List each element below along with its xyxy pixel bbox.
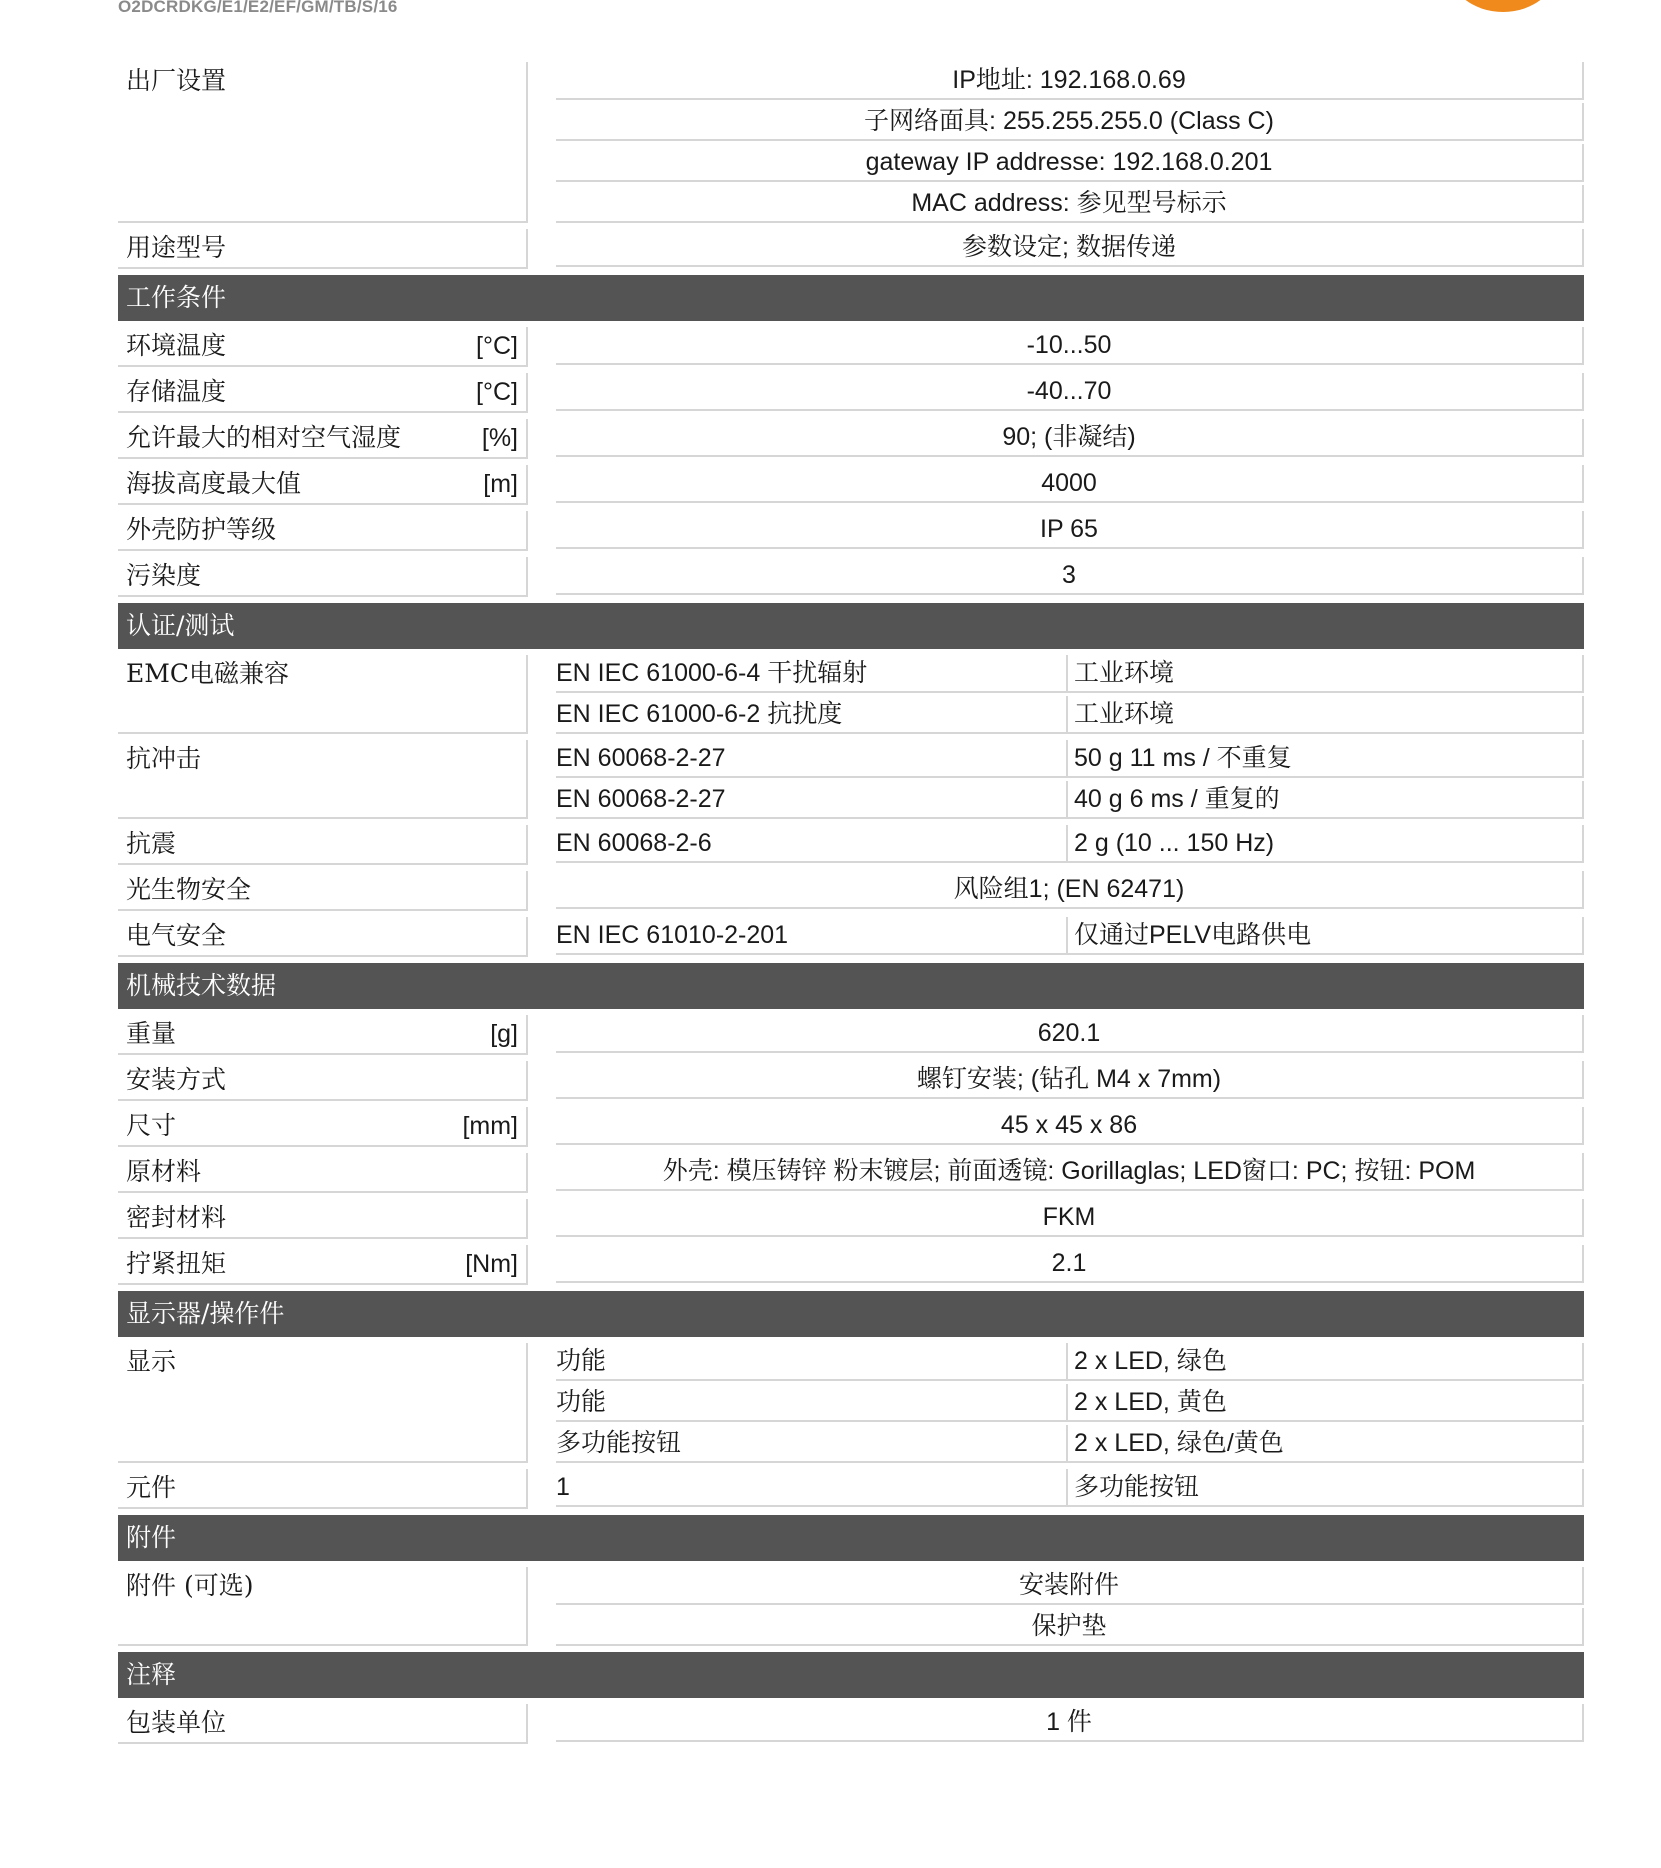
spec-label-cell: [118, 465, 528, 505]
spec-label: 环境温度: [126, 331, 227, 360]
spec-label-cell: [118, 373, 528, 413]
spec-values: [556, 465, 1584, 505]
spec-row: [118, 465, 1584, 505]
spec-values: [556, 327, 1584, 367]
spec-row: [118, 327, 1584, 367]
spec-label: 密封材料: [126, 1203, 227, 1232]
spec-unit: [mm]: [462, 1112, 518, 1140]
spec-row: [118, 419, 1584, 459]
spec-label-cell: [118, 1153, 528, 1193]
spec-values: [556, 229, 1584, 269]
spec-value-pair: [556, 1343, 1584, 1381]
spec-value-secondary: 2 x LED, 绿色/黄色: [1068, 1425, 1584, 1463]
spec-label-cell: [118, 327, 528, 367]
spec-row: [118, 740, 1584, 819]
spec-label: 显示: [126, 1347, 177, 1376]
spec-value-primary: EN 60068-2-27: [556, 781, 1068, 819]
spec-label: 拧紧扭矩: [126, 1249, 227, 1278]
spec-row: [118, 825, 1584, 865]
spec-values: [556, 871, 1584, 911]
spec-label: 污染度: [126, 561, 202, 590]
spec-row: [118, 1469, 1584, 1509]
spec-value-primary: 功能: [556, 1384, 1068, 1422]
spec-label-cell: [118, 1704, 528, 1744]
spec-label: 海拔高度最大值: [126, 469, 302, 498]
section-header: 注释: [118, 1652, 1584, 1698]
spec-value-pair: [556, 1425, 1584, 1463]
spec-values: [556, 1343, 1584, 1463]
spec-value: IP 65: [556, 511, 1584, 549]
spec-label-cell: [118, 1469, 528, 1509]
spec-label: 存储温度: [126, 377, 227, 406]
spec-value-secondary: 仅通过PELV电路供电: [1068, 917, 1584, 955]
spec-label: 抗震: [126, 829, 177, 858]
spec-values: [556, 1567, 1584, 1646]
spec-row: [118, 1343, 1584, 1463]
spec-row: [118, 373, 1584, 413]
spec-values: [556, 419, 1584, 459]
spec-value-pair: [556, 1384, 1584, 1422]
spec-row: [118, 1704, 1584, 1744]
spec-value-pair: [556, 917, 1584, 955]
spec-value: 3: [556, 557, 1584, 595]
spec-value-primary: EN IEC 61000-6-2 抗扰度: [556, 696, 1068, 734]
spec-value: IP地址: 192.168.0.69: [556, 62, 1584, 100]
spec-value: 90; (非凝结): [556, 419, 1584, 457]
spec-row: [118, 917, 1584, 957]
spec-label: 原材料: [126, 1157, 202, 1186]
spec-row: [118, 1567, 1584, 1646]
spec-label-cell: [118, 1245, 528, 1285]
spec-values: [556, 511, 1584, 551]
spec-value-pair: [556, 696, 1584, 734]
spec-value: -40...70: [556, 373, 1584, 411]
spec-label-cell: [118, 62, 528, 223]
spec-label-cell: [118, 1567, 528, 1646]
spec-label-cell: [118, 557, 528, 597]
spec-values: [556, 1015, 1584, 1055]
spec-label: 外壳防护等级: [126, 515, 277, 544]
spec-unit: [m]: [483, 470, 518, 498]
spec-label-cell: [118, 511, 528, 551]
document-code: O2DCRDKG/E1/E2/EF/GM/TB/S/16: [118, 0, 398, 16]
spec-values: [556, 1107, 1584, 1147]
spec-value: 1 件: [556, 1704, 1584, 1742]
spec-label-cell: [118, 740, 528, 819]
spec-label-cell: [118, 1015, 528, 1055]
spec-row: [118, 1153, 1584, 1193]
section-header: 显示器/操作件: [118, 1291, 1584, 1337]
spec-label: 尺寸: [126, 1111, 177, 1140]
spec-label: 安装方式: [126, 1065, 227, 1094]
spec-value-secondary: 工业环境: [1068, 655, 1584, 693]
spec-label: 抗冲击: [126, 744, 202, 773]
spec-table: [118, 62, 1584, 1750]
spec-value: 保护垫: [556, 1608, 1584, 1646]
spec-value: MAC address: 参见型号标示: [556, 185, 1584, 223]
spec-values: [556, 1469, 1584, 1509]
spec-label: 用途型号: [126, 233, 227, 262]
section-header: 工作条件: [118, 275, 1584, 321]
spec-values: [556, 1153, 1584, 1193]
spec-label: 出厂设置: [126, 66, 227, 95]
spec-label-cell: [118, 419, 528, 459]
spec-label-cell: [118, 1199, 528, 1239]
spec-value: 620.1: [556, 1015, 1584, 1053]
spec-values: [556, 62, 1584, 223]
spec-value-secondary: 40 g 6 ms / 重复的: [1068, 781, 1584, 819]
spec-values: [556, 655, 1584, 734]
spec-value: FKM: [556, 1199, 1584, 1237]
spec-values: [556, 740, 1584, 819]
spec-label: 附件 (可选): [126, 1571, 254, 1600]
spec-row: [118, 871, 1584, 911]
spec-label-cell: [118, 1107, 528, 1147]
spec-unit: [°C]: [476, 378, 518, 406]
brand-logo: [1448, 0, 1558, 12]
spec-label-cell: [118, 917, 528, 957]
spec-value: gateway IP addresse: 192.168.0.201: [556, 144, 1584, 182]
spec-label: 光生物安全: [126, 875, 252, 904]
spec-label-cell: [118, 229, 528, 269]
spec-value-primary: 多功能按钮: [556, 1425, 1068, 1463]
section-header: 附件: [118, 1515, 1584, 1561]
spec-values: [556, 1061, 1584, 1101]
spec-label: EMC电磁兼容: [126, 659, 289, 688]
spec-value: 45 x 45 x 86: [556, 1107, 1584, 1145]
spec-label-cell: [118, 825, 528, 865]
spec-value: 风险组1; (EN 62471): [556, 871, 1584, 909]
spec-label-cell: [118, 1061, 528, 1101]
spec-label-cell: [118, 655, 528, 734]
spec-value-primary: EN 60068-2-27: [556, 740, 1068, 778]
spec-values: [556, 917, 1584, 957]
spec-label: 包装单位: [126, 1708, 227, 1737]
spec-values: [556, 373, 1584, 413]
spec-value-secondary: 2 x LED, 黄色: [1068, 1384, 1584, 1422]
spec-values: [556, 1245, 1584, 1285]
spec-unit: [°C]: [476, 332, 518, 360]
spec-value-primary: EN IEC 61010-2-201: [556, 917, 1068, 955]
spec-value-secondary: 2 g (10 ... 150 Hz): [1068, 825, 1584, 863]
spec-values: [556, 557, 1584, 597]
spec-values: [556, 1704, 1584, 1744]
spec-value-primary: EN 60068-2-6: [556, 825, 1068, 863]
spec-label: 重量: [126, 1019, 177, 1048]
spec-row: [118, 1061, 1584, 1101]
spec-value: 4000: [556, 465, 1584, 503]
spec-value-primary: 功能: [556, 1343, 1068, 1381]
spec-label: 允许最大的相对空气湿度: [126, 423, 402, 452]
spec-value-primary: EN IEC 61000-6-4 干扰辐射: [556, 655, 1068, 693]
section-header: 认证/测试: [118, 603, 1584, 649]
spec-label-cell: [118, 871, 528, 911]
spec-row: [118, 1245, 1584, 1285]
spec-value-secondary: 工业环境: [1068, 696, 1584, 734]
spec-value: 2.1: [556, 1245, 1584, 1283]
spec-value: -10...50: [556, 327, 1584, 365]
spec-values: [556, 825, 1584, 865]
spec-value-secondary: 50 g 11 ms / 不重复: [1068, 740, 1584, 778]
spec-row: [118, 1107, 1584, 1147]
spec-row: [118, 1199, 1584, 1239]
spec-value: 安装附件: [556, 1567, 1584, 1605]
spec-values: [556, 1199, 1584, 1239]
spec-value-pair: [556, 655, 1584, 693]
spec-unit: [g]: [490, 1020, 518, 1048]
spec-value: 外壳: 模压铸锌 粉末镀层; 前面透镜: Gorillaglas; LED窗口: PC; 按钮: POM: [556, 1153, 1584, 1191]
spec-unit: [Nm]: [465, 1250, 518, 1278]
spec-value: 子网络面具: 255.255.255.0 (Class C): [556, 103, 1584, 141]
spec-row: [118, 511, 1584, 551]
spec-value: 螺钉安装; (钻孔 M4 x 7mm): [556, 1061, 1584, 1099]
spec-value-primary: 1: [556, 1469, 1068, 1507]
spec-row: [118, 229, 1584, 269]
spec-label-cell: [118, 1343, 528, 1463]
spec-label: 元件: [126, 1473, 177, 1502]
spec-value: 参数设定; 数据传递: [556, 229, 1584, 267]
spec-value-secondary: 多功能按钮: [1068, 1469, 1584, 1507]
spec-value-pair: [556, 740, 1584, 778]
spec-label: 电气安全: [126, 921, 227, 950]
spec-row: [118, 655, 1584, 734]
spec-unit: [%]: [481, 424, 518, 452]
section-header: 机械技术数据: [118, 963, 1584, 1009]
spec-value-pair: [556, 825, 1584, 863]
spec-value-pair: [556, 1469, 1584, 1507]
spec-row: [118, 1015, 1584, 1055]
spec-row: [118, 557, 1584, 597]
spec-row: [118, 62, 1584, 223]
spec-value-pair: [556, 781, 1584, 819]
spec-value-secondary: 2 x LED, 绿色: [1068, 1343, 1584, 1381]
